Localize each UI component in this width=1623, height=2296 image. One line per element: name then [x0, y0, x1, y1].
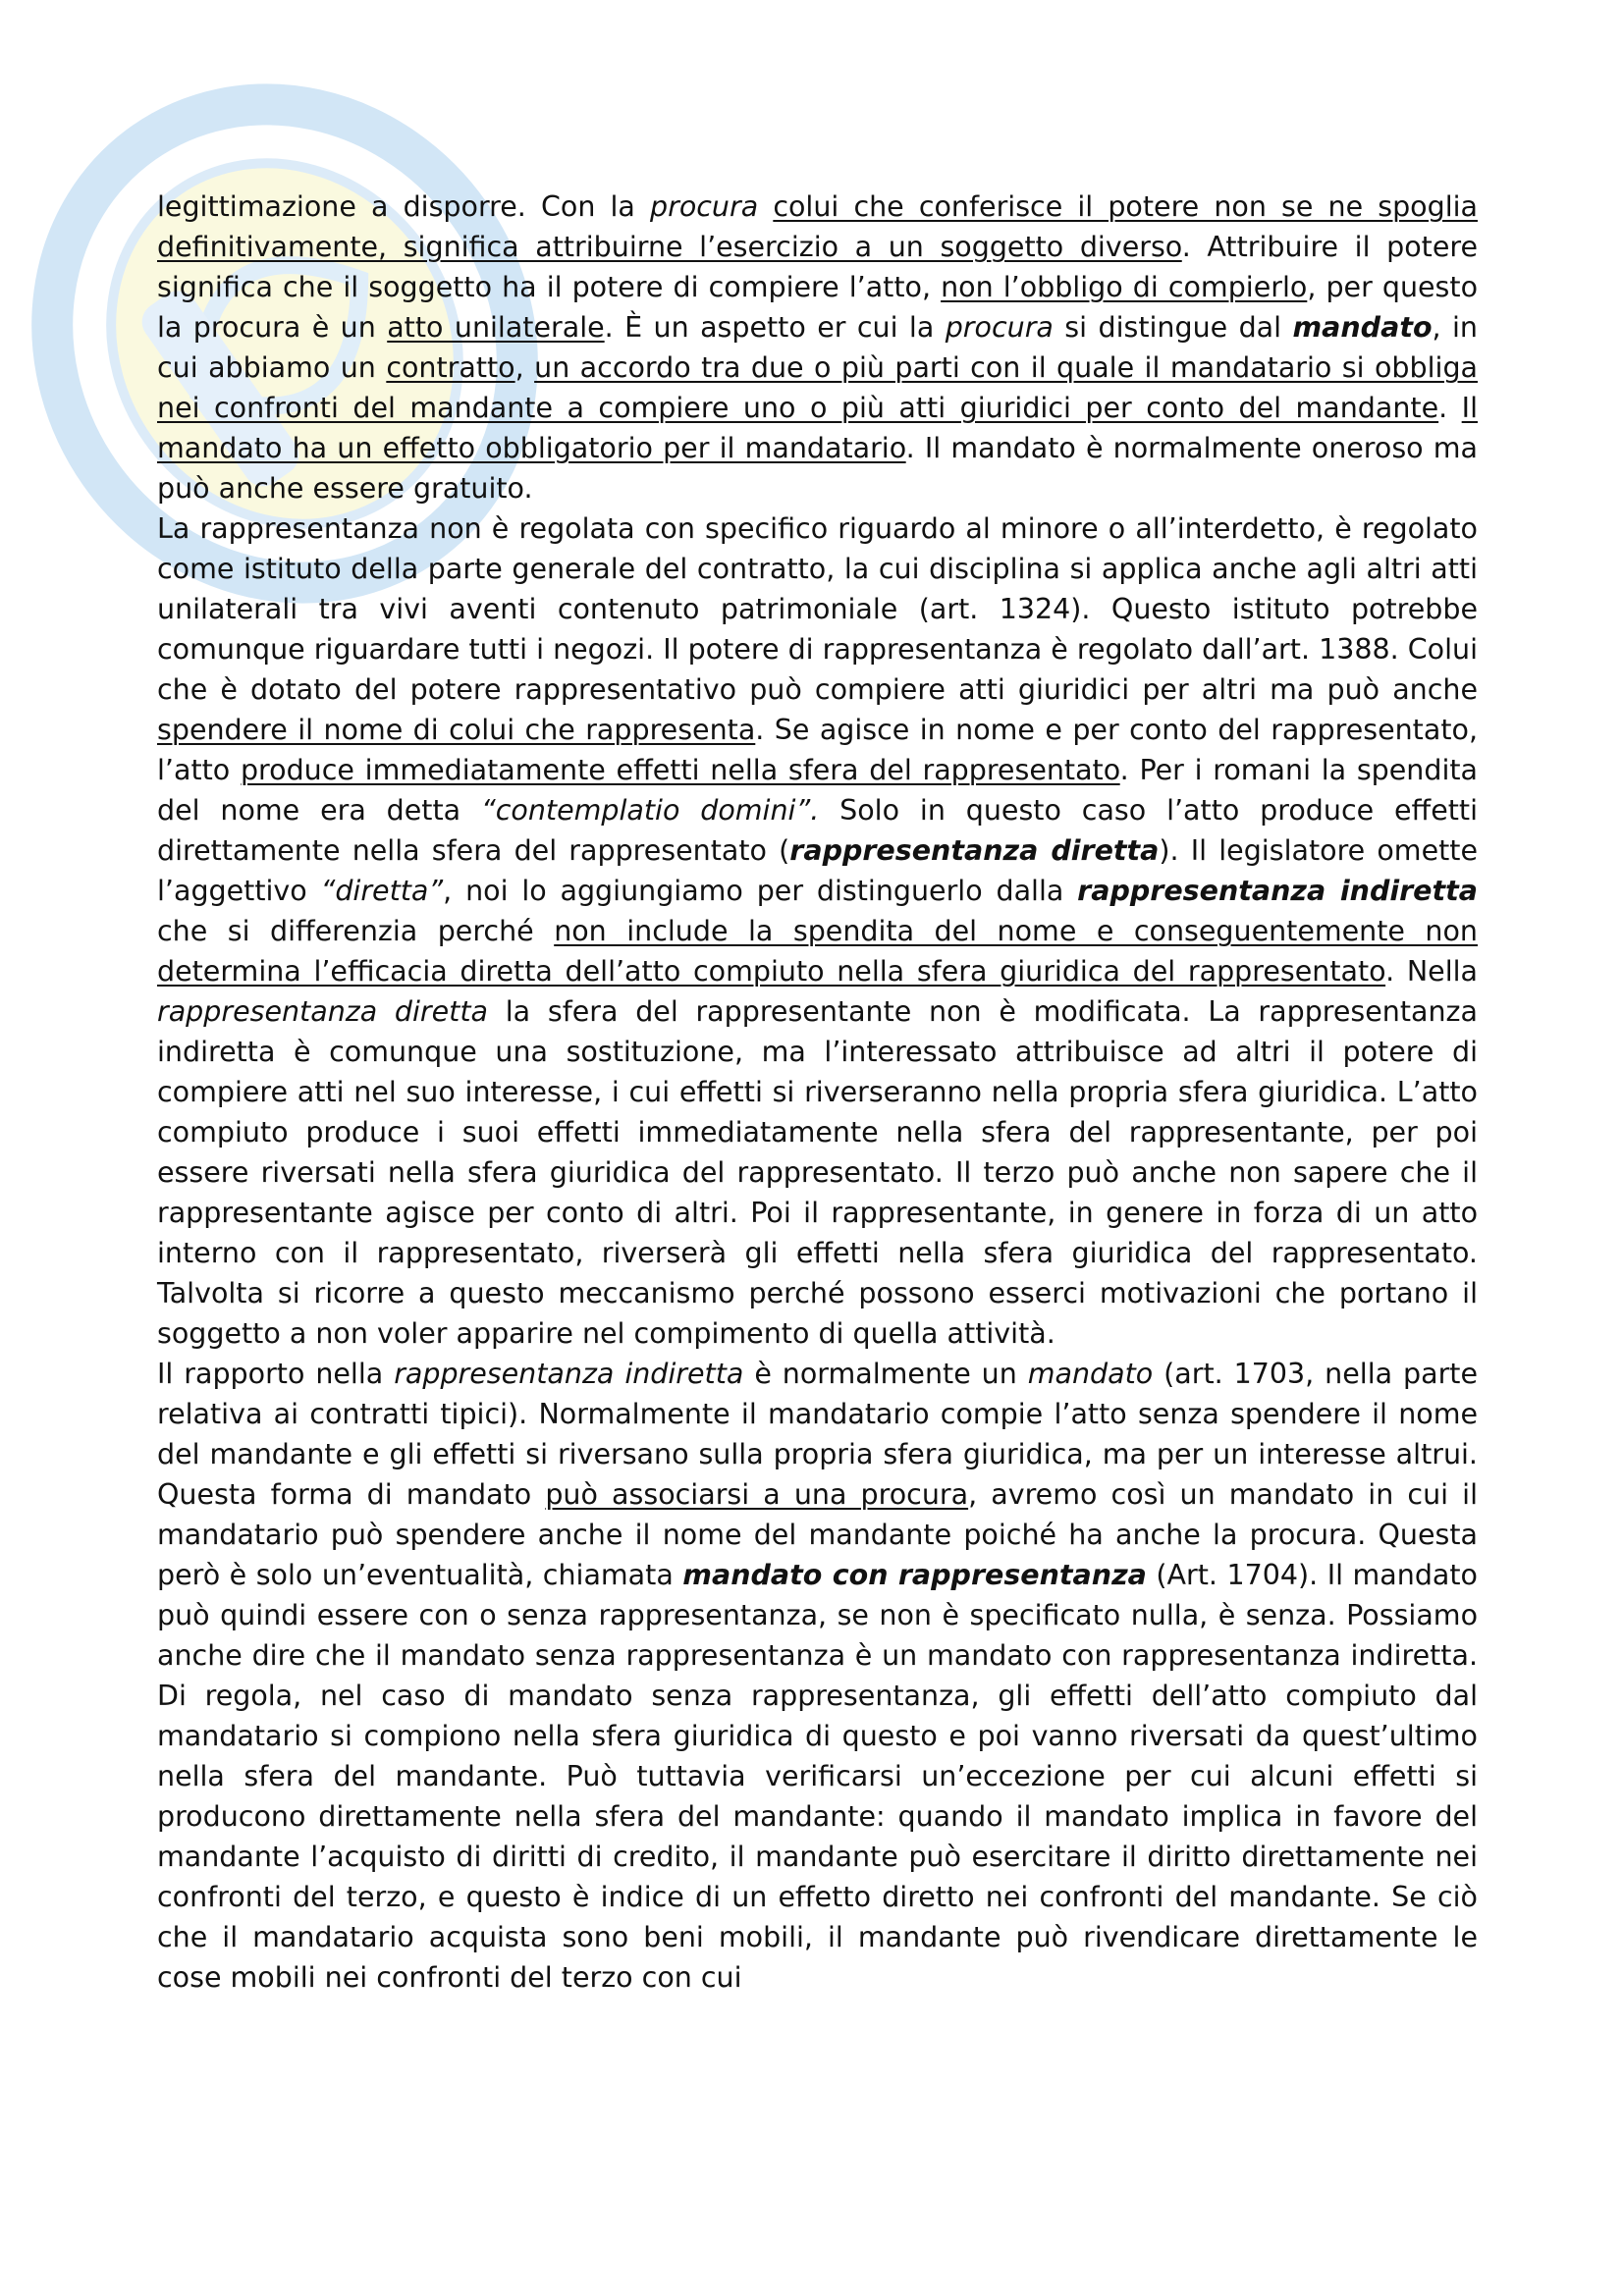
text-run: Solo in questo caso l’atto produce effetti direttamente nella sfera del rappresentato ( — [157, 794, 1478, 867]
text-run: si distingue dal — [1053, 311, 1293, 344]
underlined-text: non l’obbligo di compierlo — [941, 271, 1308, 303]
text-run: legittimazione a disporre. Con la — [157, 190, 651, 223]
paragraph — [157, 508, 1478, 1354]
bold-italic-term: rappresentanza diretta — [789, 834, 1160, 867]
text-run: , noi lo aggiungiamo per distinguerlo dalla — [443, 875, 1078, 907]
italic-term: procura — [945, 311, 1054, 344]
italic-term: “contemplatio domini”. — [480, 794, 820, 827]
underlined-text: atto unilaterale — [387, 311, 605, 344]
bold-italic-term: rappresentanza indiretta — [1077, 875, 1478, 907]
text-run: (art. 1703, nella parte relativa ai contratti tipici). Normalmente il mandatario compie l’atto senza spendere il nome del mandante e gli effetti si riversano sulla propria sfera giuridica, ma per un interesse altrui. Questa forma di mandato — [157, 1358, 1478, 1511]
bold-italic-term: mandato — [1292, 311, 1433, 344]
text-run: ). Il legislatore omette l’aggettivo — [157, 834, 1478, 907]
document-body — [157, 187, 1478, 1998]
text-run: , — [514, 351, 535, 384]
italic-term: “diretta” — [320, 875, 444, 907]
underlined-text: può associarsi a una procura — [545, 1478, 969, 1511]
italic-term: procura — [650, 190, 759, 223]
text-run: . Il mandato è normalmente oneroso ma può anche essere gratuito. — [157, 432, 1478, 505]
italic-term: rappresentanza diretta — [157, 995, 488, 1028]
underlined-phrase — [941, 271, 1307, 303]
underlined-text: non include la spendita del nome e conseguentemente non determina l’efficacia diretta dell’atto compiuto nella sfera giuridica del rappresentato — [157, 915, 1478, 988]
text-run: , avremo così un mandato in cui il mandatario può spendere anche il nome del mandante poiché ha anche la procura. Questa però è solo un’eventualità, chiamata — [157, 1478, 1478, 1591]
paragraph — [157, 187, 1478, 508]
underlined-text: un accordo tra due o più parti con il quale il mandatario si obbliga nei confronti del mandante a compiere uno o più atti giuridici per conto del mandante — [157, 351, 1479, 424]
text-run: La rappresentanza non è regolata con specifico riguardo al minore o all’interdetto, è regolato come istituto della parte generale del contratto, la cui disciplina si applica anche agli altri atti unilaterali tra vivi aventi contenuto patrimoniale (art. 1324). Questo istituto potrebbe comunque riguardare tutti i negozi. Il potere di rappresentanza è regolato dall’art. 1388. Colui che è dotato del potere rappresentativo può compiere atti giuridici per altri ma può anche — [157, 512, 1478, 706]
underlined-phrase — [387, 311, 604, 344]
text-run: . Se agisce in nome e per conto del rappresentato, l’atto — [157, 714, 1478, 786]
text-run: la sfera del rappresentante non è modificata. La rappresentanza indiretta è comunque una sostituzione, ma l’interessato attribuisce ad altri il potere di compiere atti nel suo interesse, i cui effetti si riverseranno nella propria sfera giuridica. L’atto compiuto produce i suoi effetti immediatamente nella sfera del rappresentante, per poi essere riversati nella sfera giuridica del rappresentato. Il terzo può anche non sapere che il rappresentante agisce per conto di altri. Poi il rappresentante, in genere in forza di un atto interno con il rappresentato, riverserà gli effetti nella sfera giuridica del rappresentato. Talvolta si ricorre a questo meccanismo perché possono esserci motivazioni che portano il soggetto a non voler apparire nel compimento di quella attività. — [157, 995, 1478, 1350]
underlined-text: produce immediatamente effetti nella sfera del rappresentato — [240, 754, 1120, 786]
underlined-phrase — [386, 351, 514, 384]
underlined-text: contratto — [386, 351, 515, 384]
text-run: Il rapporto nella — [157, 1358, 395, 1390]
text-run: che si differenzia perché — [157, 915, 555, 947]
italic-term: mandato — [1027, 1358, 1154, 1390]
text-run: (Art. 1704). Il mandato può quindi essere con o senza rappresentanza, se non è specificato nulla, è senza. Possiamo anche dire che il mandato senza rappresentanza è un mandato con rappresentanza indiretta. Di regola, nel caso di mandato senza rappresentanza, gli effetti dell’atto compiuto dal mandatario si compiono nella sfera giuridica di questo e poi vanno riversati da quest’ultimo nella sfera del mandante. Può tuttavia verificarsi un’eccezione per cui alcuni effetti si producono direttamente nella sfera del mandante: quando il mandato implica in favore del mandante l’acquisto di diritti di credito, il mandante può esercitare il diritto direttamente nei confronti del terzo, e questo è indice di un effetto diretto nei confronti del mandante. Se ciò che il mandatario acquista sono beni mobili, il mandante può rivendicare direttamente le cose mobili nei confronti del terzo con cui — [157, 1559, 1478, 1994]
text-run: , in cui abbiamo un — [157, 311, 1478, 384]
underlined-phrase — [241, 754, 1120, 786]
paragraph — [157, 1354, 1478, 1998]
text-run: , per questo la procura è un — [157, 271, 1479, 344]
underlined-text: Il mandato ha un effetto obbligatorio per il mandatario — [157, 392, 1478, 464]
text-run: . Attribuire il potere significa che il soggetto ha il potere di compiere l’atto, — [157, 231, 1478, 303]
underlined-phrase — [157, 714, 755, 746]
text-run — [758, 190, 773, 223]
text-run: . — [1438, 392, 1462, 424]
text-run: . Per i romani la spendita del nome era detta — [157, 754, 1479, 827]
underlined-text: colui che conferisce il potere non se ne spoglia definitivamente, significa attribuirne l’esercizio a un soggetto diverso — [157, 190, 1478, 263]
bold-italic-term: mandato con rappresentanza — [682, 1559, 1147, 1591]
text-run: . È un aspetto er cui la — [604, 311, 946, 344]
italic-term: rappresentanza indiretta — [394, 1358, 744, 1390]
underlined-phrase — [545, 1478, 968, 1511]
underlined-text: spendere il nome di colui che rappresenta — [157, 714, 756, 746]
text-run: . Nella — [1385, 955, 1478, 988]
text-run: è normalmente un — [743, 1358, 1028, 1390]
